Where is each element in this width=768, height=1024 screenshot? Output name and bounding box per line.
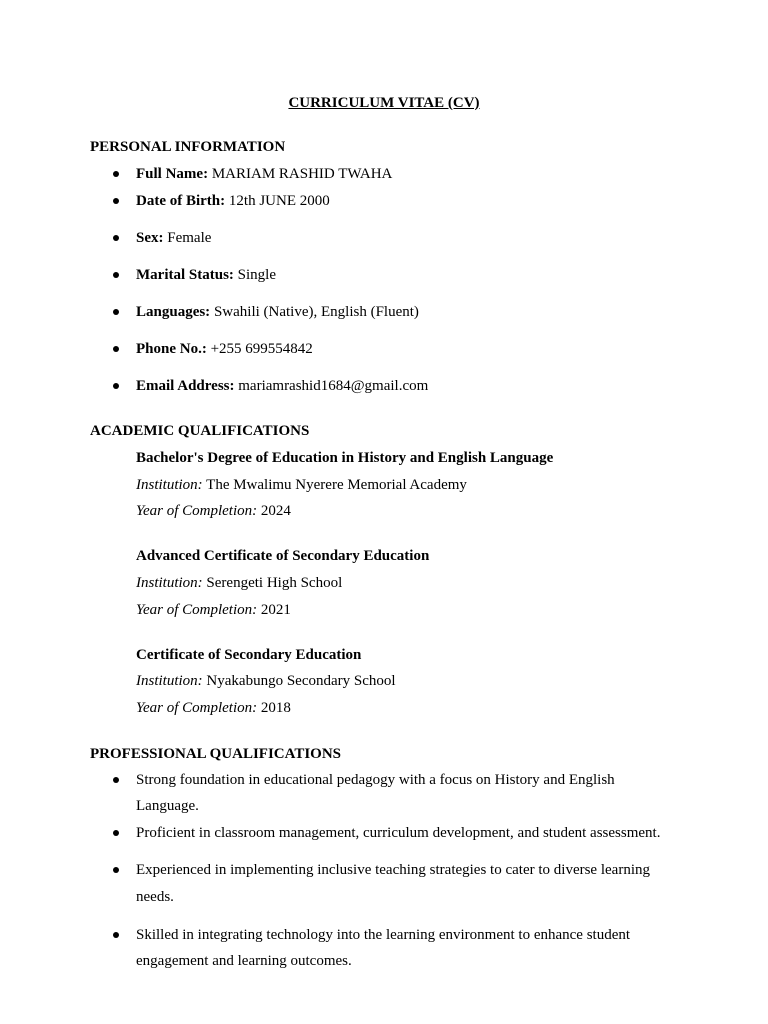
professional-heading: PROFESSIONAL QUALIFICATIONS <box>90 746 342 762</box>
dob-label: Date of Birth: <box>136 193 226 209</box>
sex-label: Sex: <box>136 230 164 246</box>
year-value: 2024 <box>257 503 291 519</box>
email-value: mariamrashid1684@gmail.com <box>234 378 429 394</box>
professional-item-line1: Proficient in classroom management, curriculum development, and student assessment. <box>136 825 661 841</box>
institution-label: Institution: <box>136 477 203 493</box>
bullet-icon <box>113 235 119 241</box>
sex-item <box>136 229 211 247</box>
professional-item-line2: Language. <box>136 798 199 814</box>
bullet-icon <box>113 383 119 389</box>
institution-label: Institution: <box>136 673 203 689</box>
dob-value: 12th JUNE 2000 <box>225 193 330 209</box>
email-label: Email Address: <box>136 378 235 394</box>
professional-item-line1: Experienced in implementing inclusive teaching strategies to cater to diverse learning <box>136 862 650 878</box>
bullet-icon <box>113 346 119 352</box>
bullet-icon <box>113 198 119 204</box>
languages-label: Languages: <box>136 304 211 320</box>
year-line <box>136 699 291 717</box>
year-label: Year of Completion: <box>136 602 258 618</box>
institution-value: Serengeti High School <box>202 575 343 591</box>
institution-value: The Mwalimu Nyerere Memorial Academy <box>202 477 467 493</box>
full-name-item <box>136 165 392 183</box>
document-title: CURRICULUM VITAE (CV) <box>288 95 480 111</box>
full-name-value: MARIAM RASHID TWAHA <box>208 166 393 182</box>
institution-line <box>136 476 467 494</box>
professional-item-line2: engagement and learning outcomes. <box>136 953 352 969</box>
marital-status-item <box>136 266 276 284</box>
institution-line <box>136 574 342 592</box>
degree-title: Certificate of Secondary Education <box>136 647 362 663</box>
degree-title: Bachelor's Degree of Education in History and English Language <box>136 450 554 466</box>
bullet-icon <box>113 867 119 873</box>
institution-value: Nyakabungo Secondary School <box>202 673 396 689</box>
bullet-icon <box>113 932 119 938</box>
bullet-icon <box>113 777 119 783</box>
phone-item <box>136 340 313 358</box>
degree-title: Advanced Certificate of Secondary Education <box>136 548 430 564</box>
bullet-icon <box>113 830 119 836</box>
full-name-label: Full Name: <box>136 166 209 182</box>
year-line <box>136 502 291 520</box>
languages-value: Swahili (Native), English (Fluent) <box>210 304 419 320</box>
marital-status-label: Marital Status: <box>136 267 234 283</box>
year-value: 2018 <box>257 700 291 716</box>
year-label: Year of Completion: <box>136 700 258 716</box>
academic-heading: ACADEMIC QUALIFICATIONS <box>90 423 310 439</box>
phone-label: Phone No.: <box>136 341 207 357</box>
phone-value: +255 699554842 <box>206 341 313 357</box>
email-item <box>136 377 428 395</box>
personal-info-heading: PERSONAL INFORMATION <box>90 139 286 155</box>
languages-item <box>136 303 419 321</box>
professional-item-line1: Strong foundation in educational pedagogy with a focus on History and English <box>136 772 615 788</box>
sex-value: Female <box>163 230 212 246</box>
year-line <box>136 601 291 619</box>
professional-item-line1: Skilled in integrating technology into the learning environment to enhance student <box>136 927 631 943</box>
bullet-icon <box>113 309 119 315</box>
year-value: 2021 <box>257 602 291 618</box>
bullet-icon <box>113 272 119 278</box>
professional-item-line2: needs. <box>136 889 174 905</box>
year-label: Year of Completion: <box>136 503 258 519</box>
dob-item <box>136 192 330 210</box>
institution-line <box>136 672 396 690</box>
marital-status-value: Single <box>233 267 276 283</box>
institution-label: Institution: <box>136 575 203 591</box>
bullet-icon <box>113 171 119 177</box>
